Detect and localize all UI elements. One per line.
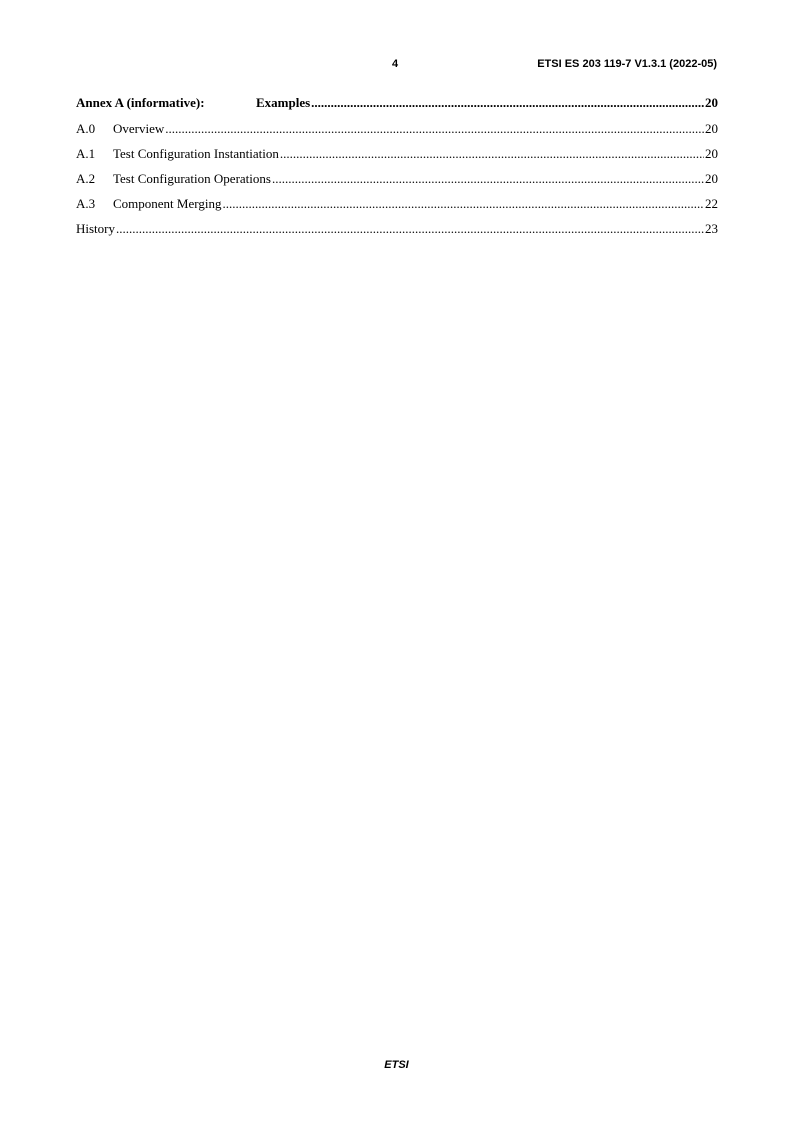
footer-etsi: ETSI: [384, 1059, 409, 1071]
table-of-contents: [76, 94, 718, 245]
toc-entry-page: 23: [705, 221, 718, 236]
toc-entry-a1[interactable]: [76, 145, 718, 162]
toc-entry-page: 20: [705, 171, 718, 186]
toc-entry-number: Annex A (informative):: [76, 95, 205, 110]
toc-dot-leader: [272, 170, 704, 187]
document-id: ETSI ES 203 119-7 V1.3.1 (2022-05): [537, 58, 717, 70]
page-number: 4: [392, 58, 399, 70]
toc-entry-title: Test Configuration Operations: [113, 171, 271, 186]
toc-entry-title: Test Configuration Instantiation: [113, 146, 279, 161]
toc-entry-title: Overview: [113, 121, 165, 136]
toc-entry-page: 20: [705, 121, 718, 136]
toc-entry-a3[interactable]: [76, 195, 718, 212]
toc-entry-title: Component Merging: [113, 196, 222, 211]
toc-entry-a0[interactable]: [76, 120, 718, 137]
toc-dot-leader: [116, 220, 704, 237]
toc-entry-page: 20: [705, 146, 718, 161]
toc-entry-page: 20: [705, 95, 718, 110]
toc-entry-page: 22: [705, 196, 718, 211]
toc-dot-leader: [222, 195, 704, 212]
toc-entry-number: A.0: [76, 121, 96, 136]
toc-dot-leader: [311, 94, 704, 111]
toc-dot-leader: [165, 120, 704, 137]
toc-dot-leader: [280, 145, 704, 162]
toc-entry-title: Examples: [256, 95, 311, 110]
toc-entry-annex-a[interactable]: [76, 94, 718, 111]
toc-entry-number: A.2: [76, 171, 96, 186]
toc-entry-number: A.1: [76, 146, 96, 161]
toc-entry-a2[interactable]: [76, 170, 718, 187]
toc-entry-history[interactable]: [76, 220, 718, 237]
toc-entry-title: History: [76, 221, 115, 236]
toc-entry-number: A.3: [76, 196, 96, 211]
